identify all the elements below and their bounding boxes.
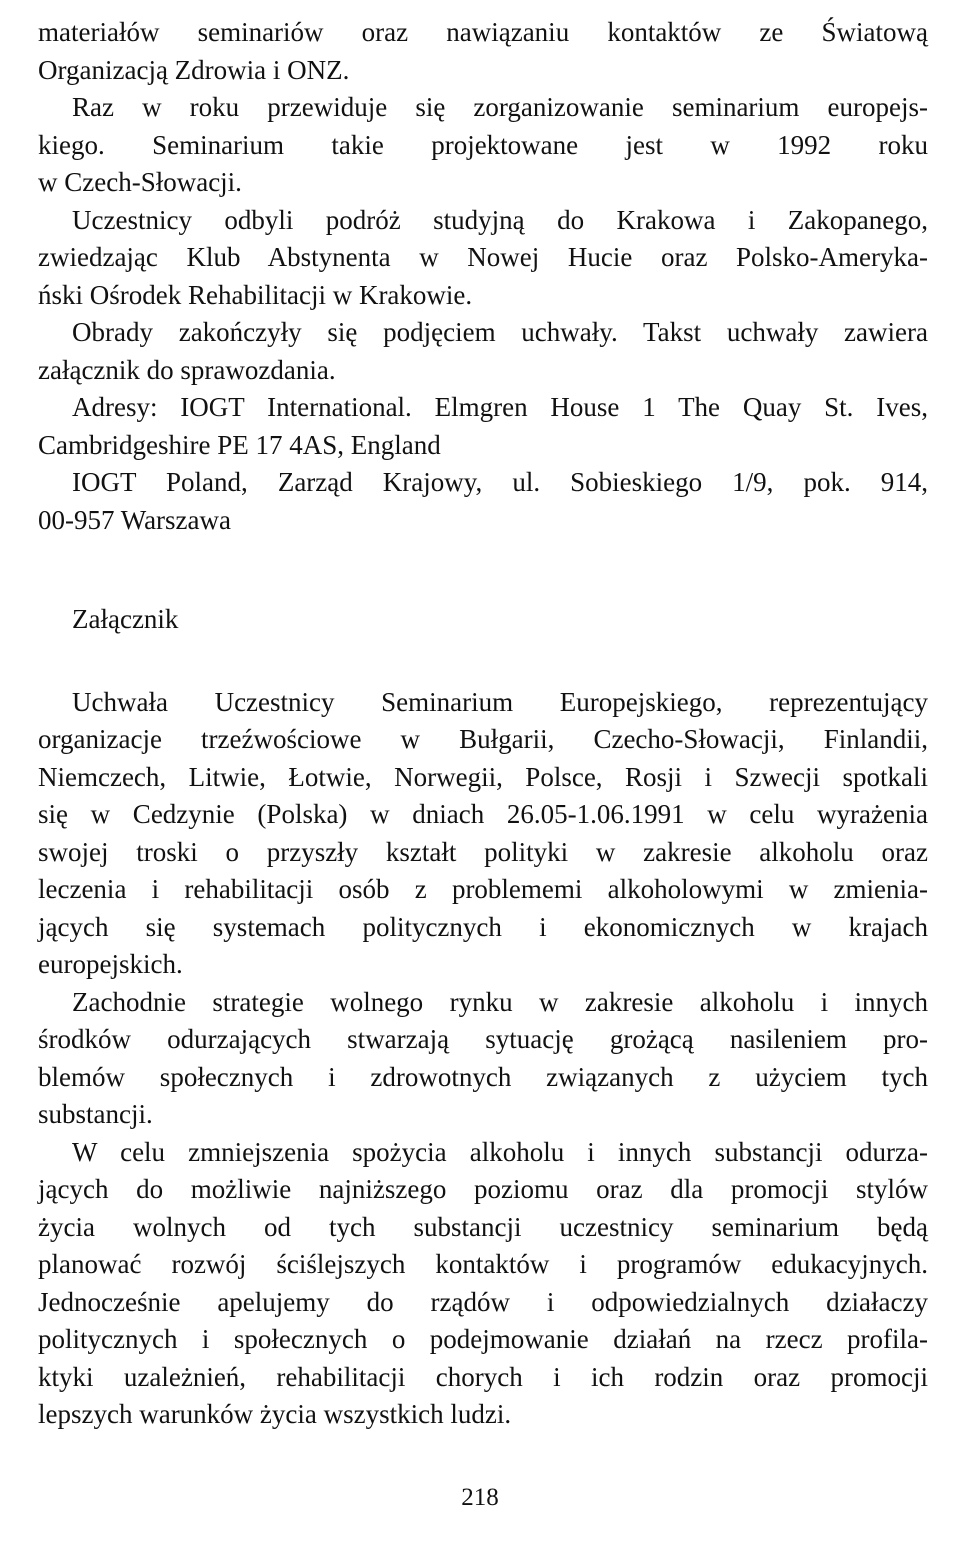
text-line: jących do możliwie najniższego poziomu oraz dla promocji stylów <box>38 1174 928 1204</box>
text-line: Zachodnie strategie wolnego rynku w zakresie alkoholu i innych <box>72 986 928 1017</box>
section-gap <box>38 539 928 601</box>
text-line: planować rozwój ściślejszych kontaktów i programów edukacyjnych. <box>38 1249 928 1279</box>
paragraph <box>38 14 928 89</box>
text-line: materiałów seminariów oraz nawiązaniu kontaktów ze Światową <box>38 17 928 47</box>
section-gap <box>38 639 928 684</box>
paragraph <box>38 464 928 539</box>
paragraph <box>38 89 928 202</box>
body-text-bottom <box>38 684 928 1434</box>
text-line: Obrady zakończyły się podjęciem uchwały. Takst uchwały zawiera <box>72 317 928 347</box>
page-number: 218 <box>461 1484 499 1511</box>
section-heading: Załącznik <box>72 604 179 634</box>
paragraph <box>38 314 928 389</box>
text-line: IOGT Poland, Zarząd Krajowy, ul. Sobieskiego 1/9, pok. 914, <box>72 467 928 497</box>
body-text-top <box>38 14 928 539</box>
text-line: załącznik do sprawozdania. <box>38 354 336 385</box>
paragraph <box>38 684 928 984</box>
text-line: Niemczech, Litwie, Łotwie, Norwegii, Polsce, Rosji i Szwecji spotkali <box>38 761 928 792</box>
text-line: W celu zmniejszenia spożycia alkoholu i innych substancji odurza- <box>72 1136 928 1167</box>
text-line: środków odurzających stwarzają sytuację grożącą nasileniem pro- <box>38 1024 928 1054</box>
text-line: Raz w roku przewiduje się zorganizowanie seminarium europejs- <box>72 92 928 122</box>
text-line: jących się systemach politycznych i ekonomicznych w krajach <box>38 911 928 942</box>
text-line: kiego. Seminarium takie projektowane jest w 1992 roku <box>38 129 928 160</box>
text-line: zwiedzając Klub Abstynenta w Nowej Hucie oraz Polsko-Ameryka- <box>38 242 928 272</box>
document-page <box>38 14 928 1434</box>
text-line: Jednocześnie apelujemy do rządów i odpowiedzialnych działaczy <box>38 1286 928 1317</box>
text-line: Organizacją Zdrowia i ONZ. <box>38 54 350 85</box>
text-line: Adresy: IOGT International. Elmgren House 1 The Quay St. Ives, <box>72 392 928 422</box>
text-line: lepszych warunków życia wszystkich ludzi. <box>38 1399 512 1429</box>
text-line: Uczestnicy odbyli podróż studyjną do Krakowa i Zakopanego, <box>72 204 928 235</box>
text-line: się w Cedzynie (Polska) w dniach 26.05-1.06.1991 w celu wyrażenia <box>38 799 928 829</box>
text-line: w Czech-Słowacji. <box>38 167 242 197</box>
text-line: organizacje trzeźwościowe w Bułgarii, Czecho-Słowacji, Finlandii, <box>38 724 928 754</box>
text-line: ński Ośrodek Rehabilitacji w Krakowie. <box>38 279 473 310</box>
text-line: substancji. <box>38 1099 153 1129</box>
text-line: blemów społecznych i zdrowotnych związanych z użyciem tych <box>38 1061 928 1092</box>
paragraph <box>38 984 928 1134</box>
paragraph <box>38 202 928 315</box>
text-line: 00-957 Warszawa <box>38 504 232 535</box>
paragraph <box>38 389 928 464</box>
text-line: Cambridgeshire PE 17 4AS, England <box>38 429 441 460</box>
text-line: Uchwała Uczestnicy Seminarium Europejskiego, reprezentujący <box>72 686 928 717</box>
text-line: swojej troski o przyszły kształt polityki w zakresie alkoholu oraz <box>38 836 928 867</box>
paragraph <box>38 1134 928 1434</box>
text-line: życia wolnych od tych substancji uczestnicy seminarium będą <box>38 1211 928 1242</box>
text-line: europejskich. <box>38 949 183 979</box>
text-line: leczenia i rehabilitacji osób z problememi alkoholowymi w zmienia- <box>38 874 928 904</box>
text-line: ktyki uzależnień, rehabilitacji chorych i ich rodzin oraz promocji <box>38 1361 928 1392</box>
text-line: politycznych i społecznych o podejmowanie działań na rzecz profila- <box>38 1324 928 1354</box>
